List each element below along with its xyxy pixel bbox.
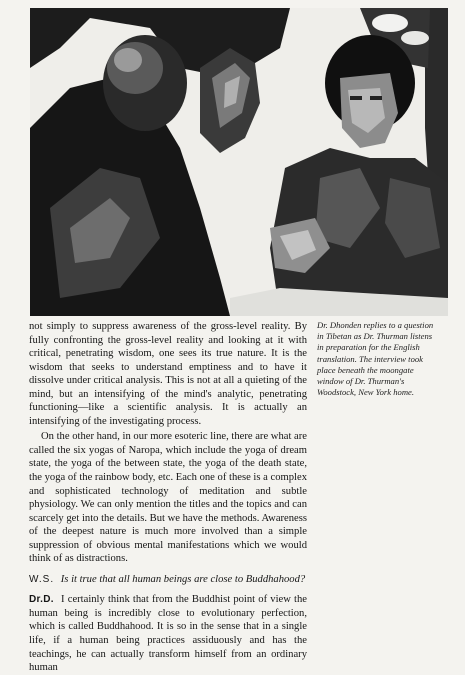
photo xyxy=(30,8,448,316)
answer-text: I certainly think that from the Buddhist point of view the human being is incredibly close to evolutionary perfection, which is called Buddhahood. It is so in the sense that in a single life, if a human being practices assiduously and has the teachings, he can actually transform himself from an ordinary human xyxy=(29,594,307,674)
paragraph-2: On the other hand, in our more esoteric line, there are what are called the six yogas of Naropa, which include the yoga of dream state, the yoga of the between state, the yoga of the death state, the yoga of the rainbow body, etc. Each one of these is a complex and sophisticated technology of meditation and subtle physiology. We can only mention the titles and the topics and can scarcely get into the details. But we have the methods. Awareness of the deepest nature is much more involved than a simple suppression of obvious mental manifestations which we would think of as distractions. xyxy=(29,431,307,565)
answer-paragraph xyxy=(29,593,307,674)
question-speaker: W.S. xyxy=(29,573,55,585)
question-line xyxy=(29,573,307,587)
photo-caption: Dr. Dhonden replies to a question in Tibetan as Dr. Thurman listens in preparation for the English translation. The interview took place beneath the moongate window of Dr. Thurman's Woodstock, New York home. xyxy=(317,320,434,398)
photo-illustration xyxy=(30,8,448,316)
answer-speaker: Dr.D. xyxy=(29,594,54,606)
paragraph-1: not simply to suppress awareness of the gross-level reality. By fully confronting the gross-level reality and looking at it with critical, penetrating wisdom, one sees its true nature. It is the wisdom that seeks to understand emptiness and to have it dissolve under critical analysis. This is not at all a quieting of the mind, but an intensifying of the mind's analytic, penetrating functioning—like a scientific analysis. It is actually an intensifying of the investigating process. xyxy=(29,321,307,427)
article-body xyxy=(29,320,307,675)
question-text: Is it true that all human beings are close to Buddhahood? xyxy=(60,573,306,585)
